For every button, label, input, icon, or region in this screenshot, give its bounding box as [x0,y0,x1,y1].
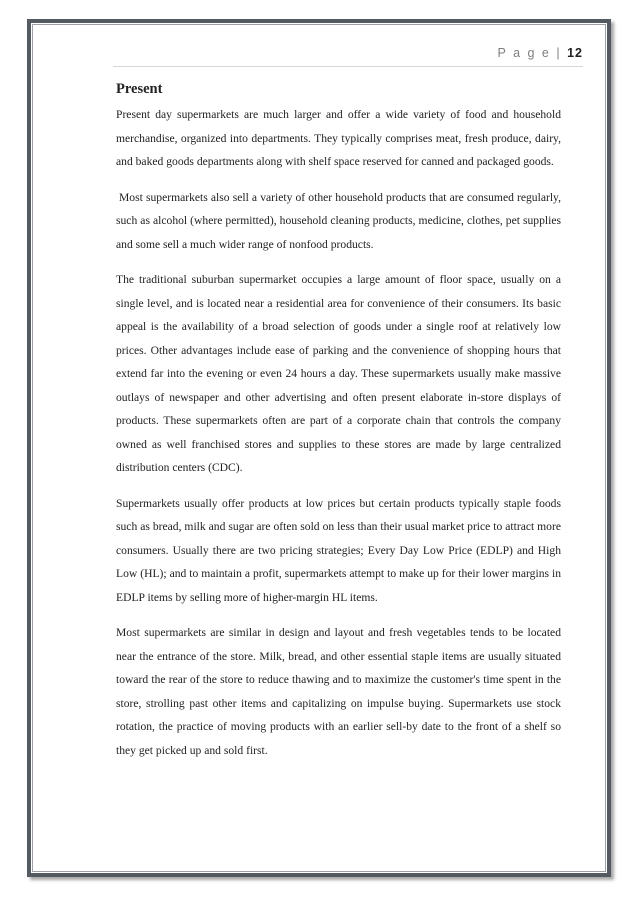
paragraph: The traditional suburban supermarket occupies a large amount of floor space, usually on a single level, and is located near a residential area for convenience of their consumers. Its basic appeal is the availability of a broad selection of goods under a single roof at relatively low prices. Other advantages include ease of parking and the convenience of shopping hours that extend far into the evening or even 24 hours a day. These supermarkets usually make massive outlays of newspaper and other advertising and often present elaborate in-store displays of products. These supermarkets often are part of a corporate chain that controls the company owned as well franchised stores and supplies to these stores are made by large centralized distribution centers (CDC). [116,273,561,474]
document-body [116,80,561,774]
page-label: P a g e [497,46,551,60]
paragraph: Present day supermarkets are much larger and offer a wide variety of food and household merchandise, organized into departments. They typically comprises meat, fresh produce, dairy, and baked goods departments along with shelf space reserved for canned and packaged goods. [116,108,561,168]
page-number: 12 [567,46,583,60]
page-separator: | [556,46,562,60]
paragraph: Most supermarkets also sell a variety of other household products that are consumed regularly, such as alcohol (where permitted), household cleaning products, medicine, clothes, pet supplies and some sell a much wider range of nonfood products. [116,190,561,251]
section-title: Present [116,81,163,97]
paragraph: Most supermarkets are similar in design and layout and fresh vegetables tends to be located near the entrance of the store. Milk, bread, and other essential staple items are usually situated toward the rear of the store to reduce thawing and to maximize the customer's time spent in the store, strolling past other items and capitalizing on impulse buying. Supermarkets use stock rotation, the practice of moving products with an earlier sell-by date to the front of a shelf so they get picked up and sold first. [116,626,561,757]
paragraph: Supermarkets usually offer products at low prices but certain products typically staple foods such as bread, milk and sugar are often sold on less than their usual market price to attract more consumers. Usually there are two pricing strategies; Every Day Low Price (EDLP) and High Low (HL); and to maintain a profit, supermarkets attempt to make up for their lower margins in EDLP items by selling more of higher-margin HL items. [116,496,561,604]
page-header [113,46,583,67]
